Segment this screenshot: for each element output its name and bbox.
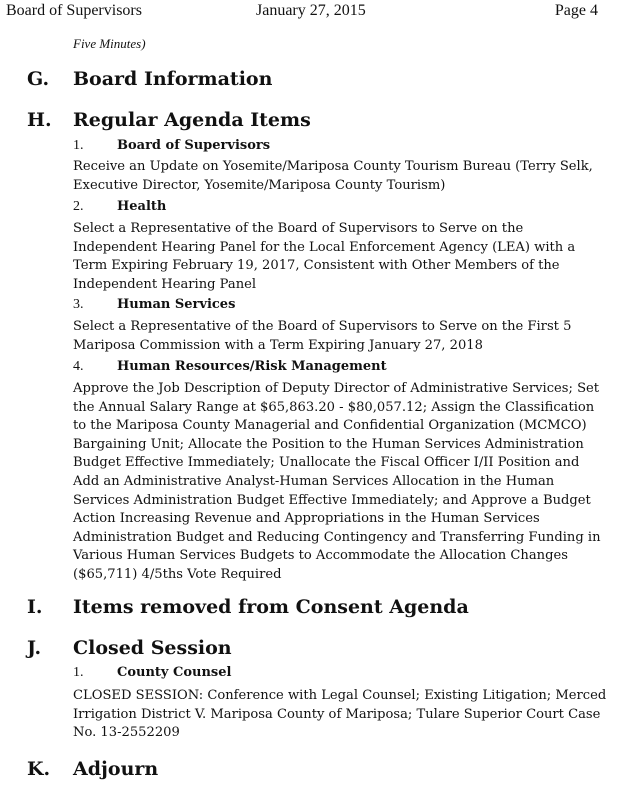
agenda-item-number: 3. <box>73 297 84 312</box>
header-board-name: Board of Supervisors <box>6 2 142 19</box>
agenda-item-description: CLOSED SESSION: Conference with Legal Counsel; Existing Litigation; Merced Irrigation District V. Mariposa County of Mariposa; Tulare Superior Court Case No. 13-2552209 <box>73 688 607 741</box>
section-g-title: Board Information <box>73 68 273 90</box>
agenda-item-department: Human Services <box>117 297 236 312</box>
agenda-item-description: Select a Representative of the Board of Supervisors to Serve on the Independent Hearing Panel for the Local Enforcement Agency (LEA) with a Term Expiring February 19, 2017, Consistent with Other Members of the Independent Hearing Panel <box>73 221 576 292</box>
section-k-letter: K. <box>27 758 51 780</box>
agenda-item-department: County Counsel <box>117 665 232 680</box>
section-h-title: Regular Agenda Items <box>73 109 311 131</box>
section-i-letter: I. <box>27 596 43 618</box>
header-date: January 27, 2015 <box>256 2 366 19</box>
agenda-item-number: 1. <box>73 138 84 153</box>
agenda-item-description: Receive an Update on Yosemite/Mariposa County Tourism Bureau (Terry Selk, Executive Director, Yosemite/Mariposa County Tourism) <box>73 159 593 193</box>
agenda-item-number: 2. <box>73 199 84 214</box>
agenda-item-description: Approve the Job Description of Deputy Director of Administrative Services; Set the Annual Salary Range at $65,863.20 - $80,057.12; Assign the Classification to the Mariposa County Managerial and Confidential Organization (MCMCO) Bargaining Unit; Allocate the Position to the Human Services Administration Budget Effective Immediately; Unallocate the Fiscal Officer I/II Position and Add an Administrative Analyst-Human Services Allocation in the Human Services Administration Budget Effective Immediately; and Approve a Budget Action Increasing Revenue and Appropriations in the Human Services Administration Budget and Reducing Contingency and Transferring Funding in Various Human Services Budgets to Accommodate the Allocation Changes ($65,711) 4/5ths Vote Required <box>73 381 601 582</box>
agenda-item-number: 1. <box>73 665 84 680</box>
header-page-number: Page 4 <box>554 2 598 19</box>
section-g-letter: G. <box>27 68 50 90</box>
section-j-title: Closed Session <box>73 637 232 659</box>
agenda-item-number: 4. <box>73 359 84 374</box>
agenda-item-department: Human Resources/Risk Management <box>117 359 387 374</box>
agenda-item-department: Health <box>117 199 167 214</box>
section-k-title: Adjourn <box>73 758 159 780</box>
section-j-letter: J. <box>27 637 42 659</box>
section-h-letter: H. <box>27 109 52 131</box>
section-i-title: Items removed from Consent Agenda <box>73 596 469 618</box>
agenda-item-department: Board of Supervisors <box>117 138 271 153</box>
agenda-item-description: Select a Representative of the Board of Supervisors to Serve on the First 5 Mariposa Commission with a Term Expiring January 27, 2018 <box>73 319 572 353</box>
previous-item-fragment: Five Minutes) <box>73 36 146 51</box>
